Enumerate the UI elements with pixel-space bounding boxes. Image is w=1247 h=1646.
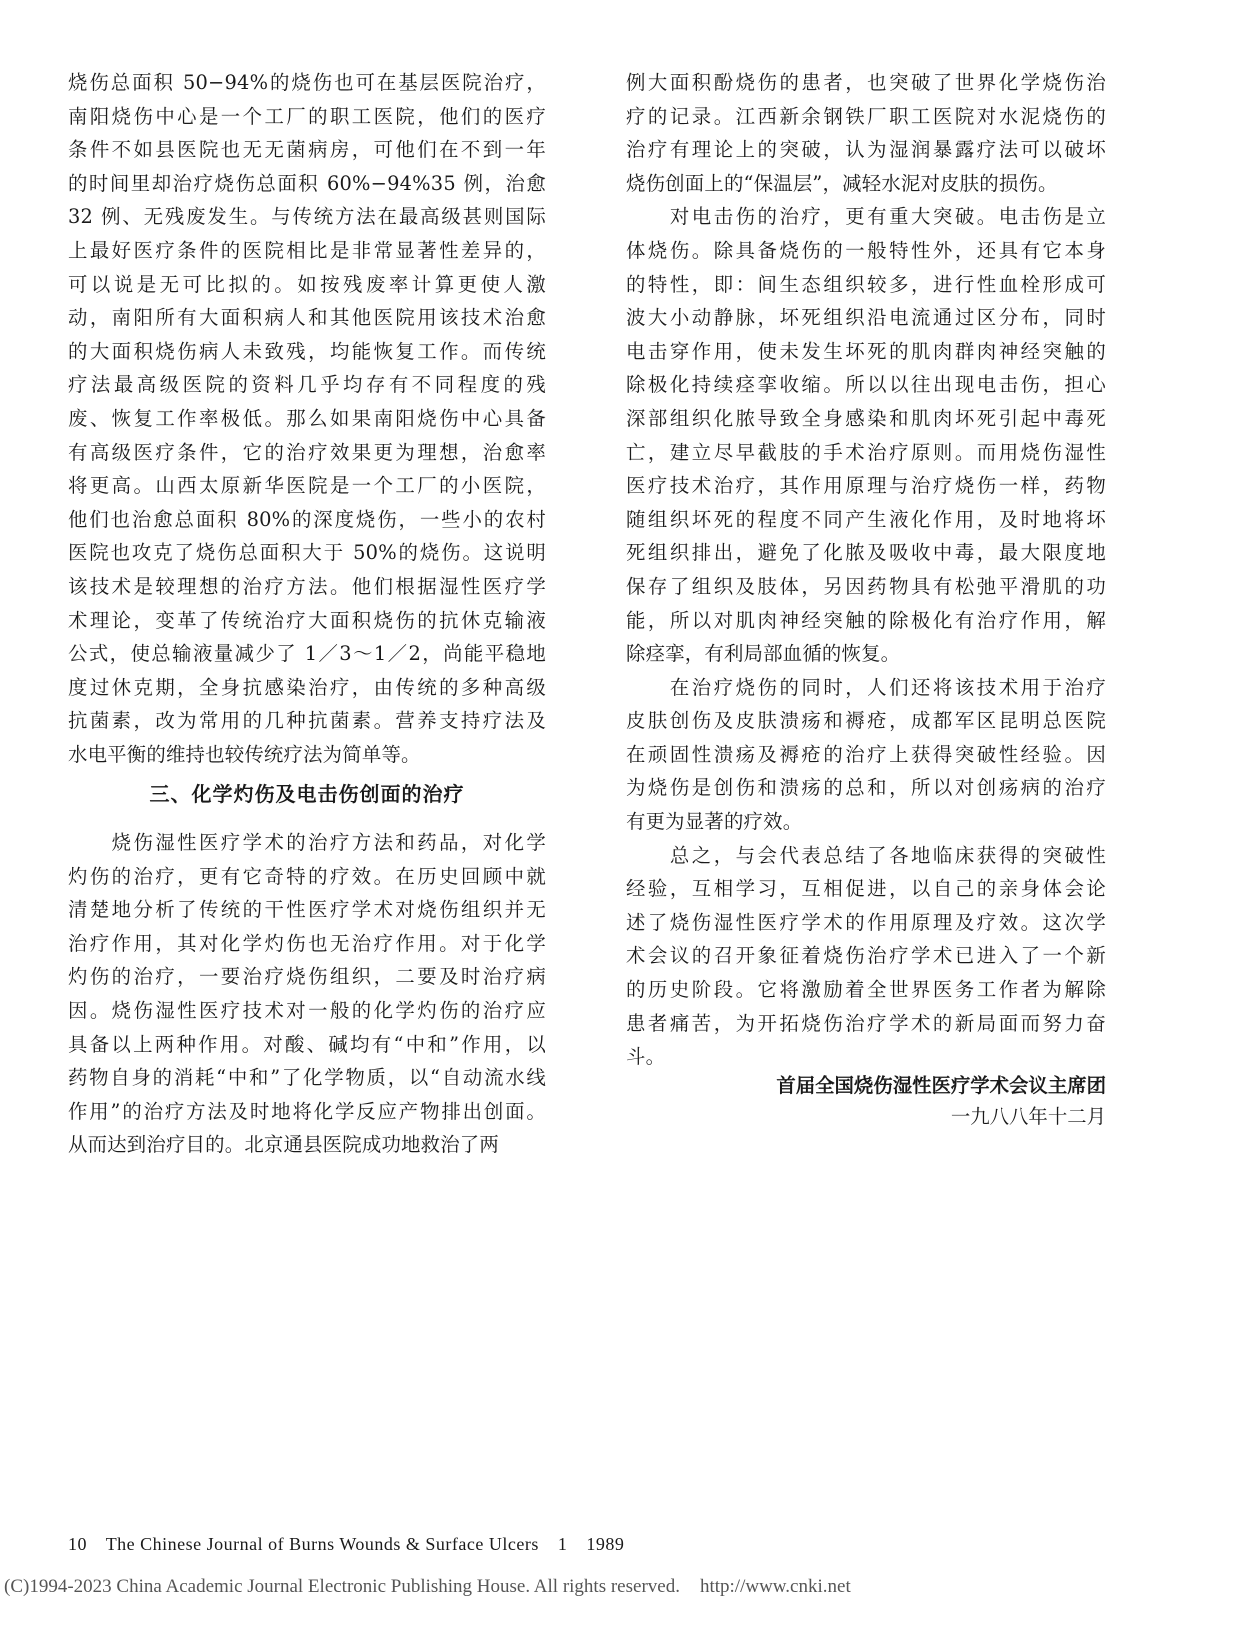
- text-line: 为烧伤是创伤和溃疡的总和，所以对创疡病的治疗: [626, 776, 1106, 800]
- signature-date: 一九八八年十二月: [950, 1105, 1106, 1128]
- text-line: 公式，使总输液量减少了 1／3～1／2，尚能平稳地: [68, 642, 546, 666]
- text-line: 有高级医疗条件，它的治疗效果更为理想，治愈率: [68, 440, 546, 464]
- copyright-bar: [4, 1576, 851, 1598]
- text-line: 亡，建立尽早截肢的手术治疗原则。而用烧伤湿性: [626, 440, 1106, 464]
- text-line: 医院也攻克了烧伤总面积大于 50%的烧伤。这说明: [68, 541, 546, 565]
- text-line: 死组织排出，避免了化脓及吸收中毒，最大限度地: [626, 541, 1106, 565]
- text-line: 治疗作用，其对化学灼伤也无治疗作用。对于化学: [68, 931, 546, 955]
- left-paragraph-2: [68, 826, 546, 1162]
- text-line: 皮肤创伤及皮肤溃疡和褥疮，成都军区昆明总医院: [626, 709, 1106, 733]
- text-line: 的历史阶段。它将激励着全世界医务工作者为解除: [626, 978, 1106, 1002]
- issue-number: 1: [557, 1534, 568, 1554]
- text-line: 条件不如县医院也无无菌病房，可他们在不到一年: [68, 138, 546, 162]
- text-line: 述了烧伤湿性医疗学术的作用原理及疗效。这次学: [626, 910, 1106, 934]
- text-line: 术会议的召开象征着烧伤治疗学术已进入了一个新: [626, 944, 1106, 968]
- text-line: 该技术是较理想的治疗方法。他们根据湿性医疗学: [68, 574, 546, 598]
- publication-year: 1989: [586, 1534, 625, 1554]
- left-column: [68, 66, 546, 771]
- text-line: 将更高。山西太原新华医院是一个工厂的小医院，: [68, 474, 546, 498]
- text-line: 药物自身的消耗“中和”了化学物质，以“自动流水线: [68, 1066, 546, 1090]
- text-line: 经验，互相学习，互相促进，以自己的亲身体会论: [626, 877, 1106, 901]
- text-line: 对电击伤的治疗，更有重大突破。电击伤是立: [626, 205, 1106, 229]
- text-line: 上最好医疗条件的医院相比是非常显著性差异的，: [68, 238, 546, 262]
- page-number: 10: [68, 1534, 87, 1554]
- signature-organization: 首届全国烧伤湿性医疗学术会议主席团: [776, 1074, 1106, 1097]
- text-line: 烧伤总面积 50−94%的烧伤也可在基层医院治疗，: [68, 71, 546, 94]
- text-line: 水电平衡的维持也较传统疗法为简单等。: [68, 742, 421, 766]
- text-line: 能，所以对肌肉神经突触的除极化有治疗作用，解: [626, 608, 1106, 632]
- text-line: 抗菌素，改为常用的几种抗菌素。营养支持疗法及: [68, 709, 546, 733]
- text-line: 具备以上两种作用。对酸、碱均有“中和”作用，以: [68, 1032, 546, 1056]
- text-line: 疗法最高级医院的资料几乎均存有不同程度的残: [68, 373, 546, 397]
- right-paragraph-2: [626, 200, 1106, 670]
- text-line: 术理论，变革了传统治疗大面积烧伤的抗休克输液: [68, 608, 546, 632]
- text-line: 随组织坏死的程度不同产生液化作用，及时地将坏: [626, 507, 1106, 531]
- text-line: 例大面积酚烧伤的患者，也突破了世界化学烧伤治: [626, 71, 1106, 94]
- right-paragraph-1: [626, 66, 1106, 200]
- text-line: 可以说是无可比拟的。如按残废率计算更使人激: [68, 272, 546, 296]
- text-line: 在顽固性溃疡及褥疮的治疗上获得突破性经验。因: [626, 742, 1106, 766]
- text-line: 的特性，即：间生态组织较多，进行性血栓形成可: [626, 272, 1106, 296]
- text-line: 灼伤的治疗，更有它奇特的疗效。在历史回顾中就: [68, 864, 546, 888]
- text-line: 动，南阳所有大面积病人和其他医院用该技术治愈: [68, 306, 546, 330]
- text-line: 除极化持续痉挛收缩。所以以往出现电击伤，担心: [626, 373, 1106, 397]
- text-line: 烧伤创面上的“保温层”，减轻水泥对皮肤的损伤。: [626, 171, 1058, 195]
- text-line: 清楚地分析了传统的干性医疗学术对烧伤组织并无: [68, 898, 546, 922]
- text-line: 因。烧伤湿性医疗技术对一般的化学灼伤的治疗应: [68, 998, 546, 1022]
- text-line: 他们也治愈总面积 80%的深度烧伤，一些小的农村: [68, 507, 546, 531]
- text-line: 的时间里却治疗烧伤总面积 60%−94%35 例，治愈: [68, 171, 546, 195]
- text-line: 保存了组织及肢体，另因药物具有松弛平滑肌的功: [626, 574, 1106, 598]
- journal-name: The Chinese Journal of Burns Wounds & Surface Ulcers: [105, 1534, 539, 1554]
- text-line: 度过休克期，全身抗感染治疗，由传统的多种高级: [68, 675, 546, 699]
- text-line: 电击穿作用，使未发生坏死的肌肉群肉神经突触的: [626, 339, 1106, 363]
- text-line: 患者痛苦，为开拓烧伤治疗学术的新局面而努力奋: [626, 1011, 1106, 1035]
- page-footer: [68, 1534, 638, 1555]
- text-line: 从而达到治疗目的。北京通县医院成功地救治了两: [68, 1133, 499, 1157]
- text-line: 波大小动静脉，坏死组织沿电流通过区分布，同时: [626, 306, 1106, 330]
- text-line: 治疗有理论上的突破，认为湿润暴露疗法可以破坏: [626, 138, 1106, 162]
- text-line: 废、恢复工作率极低。那么如果南阳烧伤中心具备: [68, 406, 546, 430]
- left-paragraph-1: [68, 66, 546, 771]
- right-paragraph-4: [626, 839, 1106, 1074]
- text-line: 体烧伤。除具备烧伤的一般特性外，还具有它本身: [626, 238, 1106, 262]
- text-line: 有更为显著的疗效。: [626, 810, 803, 834]
- text-line: 深部组织化脓导致全身感染和肌肉坏死引起中毒死: [626, 406, 1106, 430]
- cnki-link[interactable]: http://www.cnki.net: [699, 1576, 851, 1597]
- text-line: 斗。: [626, 1045, 666, 1069]
- text-line: 在治疗烧伤的同时，人们还将该技术用于治疗: [626, 675, 1106, 699]
- text-line: 的大面积烧伤病人未致残，均能恢复工作。而传统: [68, 339, 546, 363]
- right-paragraph-3: [626, 671, 1106, 839]
- text-line: 医疗技术治疗，其作用原理与治疗烧伤一样，药物: [626, 474, 1106, 498]
- text-line: 灼伤的治疗，一要治疗烧伤组织，二要及时治疗病: [68, 965, 546, 989]
- text-line: 疗的记录。江西新余钢铁厂职工医院对水泥烧伤的: [626, 104, 1106, 128]
- left-column-lower: [68, 826, 546, 1162]
- text-line: 作用”的治疗方法及时地将化学反应产物排出创面。: [68, 1099, 546, 1123]
- text-line: 烧伤湿性医疗学术的治疗方法和药品，对化学: [68, 831, 546, 854]
- text-line: 除痉挛，有利局部血循的恢复。: [626, 642, 901, 666]
- section-heading: 三、化学灼伤及电击伤创面的治疗: [149, 782, 465, 806]
- copyright-notice: (C)1994-2023 China Academic Journal Electronic Publishing House. All rights reserved.: [4, 1576, 680, 1597]
- text-line: 南阳烧伤中心是一个工厂的职工医院，他们的医疗: [68, 104, 546, 128]
- text-line: 32 例、无残废发生。与传统方法在最高级甚则国际: [68, 205, 546, 229]
- right-column: [626, 66, 1106, 1074]
- text-line: 总之，与会代表总结了各地临床获得的突破性: [626, 843, 1106, 867]
